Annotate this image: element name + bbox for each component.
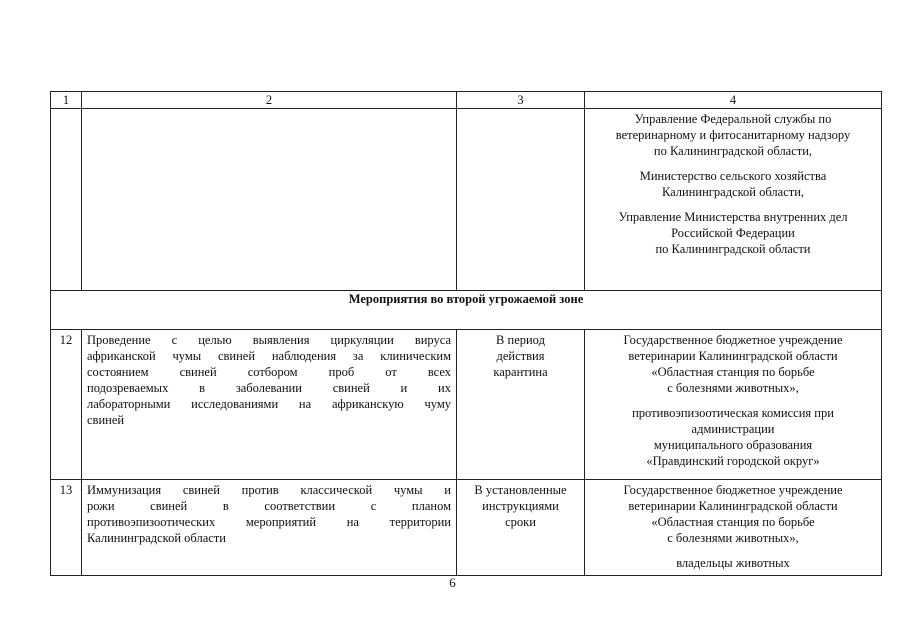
executor-line: Государственное бюджетное учреждение	[623, 483, 843, 497]
measure-description	[82, 480, 457, 576]
executor-line: «Правдинский городской округ»	[646, 454, 820, 468]
section-title: Мероприятия во второй угрожаемой зоне	[51, 291, 882, 330]
term-line: В период	[496, 333, 545, 347]
executor-cell	[585, 109, 882, 291]
term-line: действия	[496, 349, 545, 363]
executor-line: с болезнями животных»,	[667, 531, 799, 545]
executor-line: Государственное бюджетное учреждение	[623, 333, 843, 347]
page-number: 6	[449, 575, 456, 590]
measures-table	[50, 91, 882, 576]
term-cell	[457, 330, 585, 480]
measure-description	[82, 330, 457, 480]
term-line: В установленные	[474, 483, 567, 497]
desc-line: африканской чумы свиней наблюдения за клиническим	[87, 349, 451, 363]
desc-line: противоэпизоотических мероприятий на территории	[87, 515, 451, 529]
header-cell-2: 2	[82, 92, 457, 109]
table-row-continued	[51, 109, 882, 291]
header-cell-3: 3	[457, 92, 585, 109]
executor-line: по Калининградской области,	[653, 144, 813, 158]
table-row-13	[51, 480, 882, 576]
num-cell	[51, 109, 82, 291]
term-cell	[457, 109, 585, 291]
desc-line: лабораторными исследованиями на африканскую чуму	[87, 397, 451, 411]
executor-cell	[585, 330, 882, 480]
desc-line: Калининградской области	[87, 531, 226, 545]
executor-line: Калининградской области,	[661, 185, 805, 199]
desc-cell	[82, 109, 457, 291]
term-line: карантина	[493, 365, 548, 379]
executor-line: администрации	[691, 422, 775, 436]
executor-line: Министерство сельского хозяйства	[639, 169, 827, 183]
section-row	[51, 291, 882, 330]
executor-line: «Областная станция по борьбе	[651, 515, 815, 529]
executor-line: противоэпизоотическая комиссия при	[632, 406, 834, 420]
executor-line: муниципального образования	[653, 438, 813, 452]
desc-line: Иммунизация свиней против классической чумы и	[87, 483, 451, 497]
executor-line: «Областная станция по борьбе	[651, 365, 815, 379]
executor-line: Управление Федеральной службы по	[634, 112, 832, 126]
row-number: 12	[51, 330, 82, 480]
desc-line: рожи свиней в соответствии с планом	[87, 499, 451, 513]
executor-line: ветеринарии Калининградской области	[628, 499, 838, 513]
desc-line: Проведение с целью выявления циркуляции вируса	[87, 333, 451, 347]
executor-cell	[585, 480, 882, 576]
term-cell	[457, 480, 585, 576]
desc-line: состоянием свиней сотбором проб от всех	[87, 365, 451, 379]
executor-line: Управление Министерства внутренних дел	[618, 210, 848, 224]
executor-line: владельцы животных	[676, 556, 790, 570]
desc-line: свиней	[87, 413, 125, 427]
header-row	[51, 92, 882, 109]
executor-line: с болезнями животных»,	[667, 381, 799, 395]
row-number: 13	[51, 480, 82, 576]
table-row-12	[51, 330, 882, 480]
header-cell-4: 4	[585, 92, 882, 109]
desc-line: подозреваемых в заболевании свиней и их	[87, 381, 451, 395]
executor-line: по Калининградской области	[655, 242, 811, 256]
executor-line: Российской Федерации	[671, 226, 795, 240]
header-cell-1: 1	[51, 92, 82, 109]
executor-line: ветеринарному и фитосанитарному надзору	[615, 128, 851, 142]
term-line: сроки	[505, 515, 536, 529]
executor-line: ветеринарии Калининградской области	[628, 349, 838, 363]
term-line: инструкциями	[482, 499, 559, 513]
